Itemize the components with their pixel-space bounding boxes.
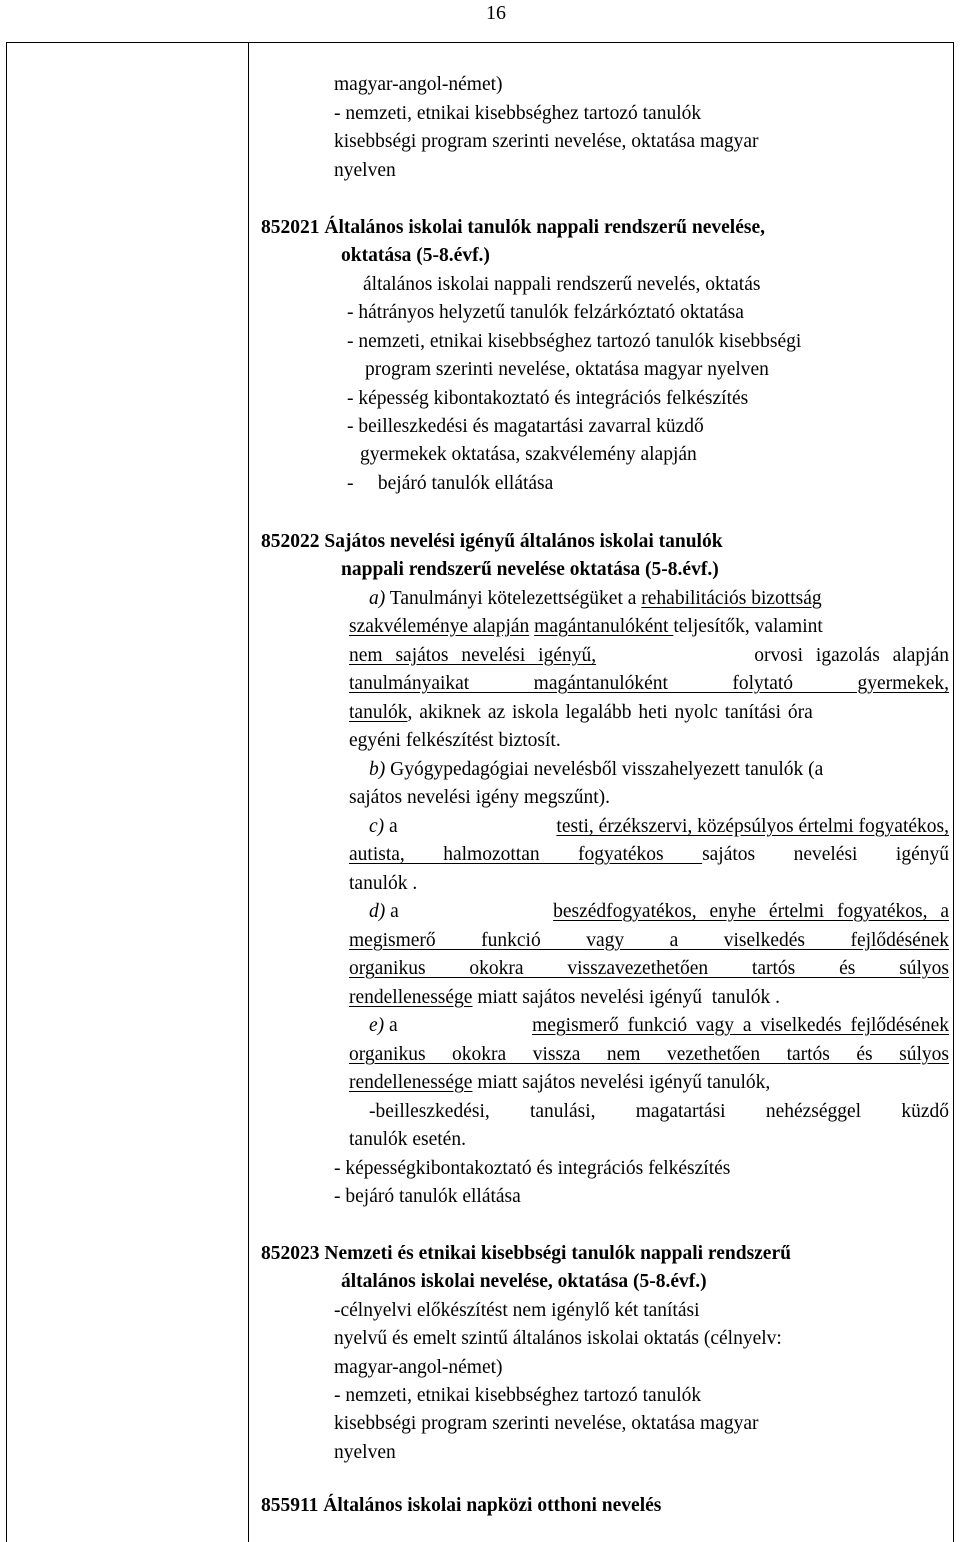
underlined-term: magántanulóként <box>534 616 674 637</box>
text-line: kisebbségi program szerinti nevelése, oktatása magyar <box>334 1413 759 1434</box>
underlined-term: tanulmányaikat magántanulóként folytató gyermekek, <box>349 673 949 694</box>
underlined-term: nem sajátos nevelési igényű, <box>349 645 597 666</box>
paragraph-c-line: tanulók . <box>349 873 418 894</box>
item-marker: d) <box>369 901 386 922</box>
item-marker: a) <box>369 588 386 609</box>
section-heading-cont: oktatása (5-8.évf.) <box>341 245 490 266</box>
paragraph-d-line <box>369 898 949 926</box>
text-line: nyelven <box>334 1442 396 1463</box>
text-span: miatt sajátos nevelési igényű tanulók . <box>472 987 781 1008</box>
list-item: - képességkibontakoztató és integrációs felkészítés <box>334 1158 731 1179</box>
paragraph-a-line <box>349 670 949 698</box>
text-line: magyar-angol-német) <box>334 74 503 95</box>
paragraph-a-line: egyéni felkészítést biztosít. <box>349 730 561 751</box>
item-marker: e) <box>369 1015 385 1036</box>
paragraph-e-line: -beilleszkedési, tanulási, magatartási nehézséggel küzdő <box>369 1101 949 1122</box>
underlined-term: organikus okokra vissza nem vezethetően tartós és súlyos <box>349 1044 949 1065</box>
underlined-term: megismerő funkció vagy a viselkedés fejlődésének <box>349 930 949 951</box>
paragraph-a-line <box>369 585 822 613</box>
paragraph-c-line <box>349 841 949 869</box>
text-span: , akiknek az iskola legalább heti nyolc tanítási óra <box>407 702 813 723</box>
text-span: a <box>384 1015 403 1036</box>
paragraph-a-line <box>349 642 949 670</box>
underlined-term: organikus okokra visszavezethetően tartós és súlyos <box>349 958 949 979</box>
section-heading-cont: nappali rendszerű nevelése oktatása (5-8.évf.) <box>341 559 719 580</box>
text-span: miatt sajátos nevelési igényű tanulók, <box>472 1072 771 1093</box>
section-heading: 852023 Nemzeti és etnikai kisebbségi tanulók nappali rendszerű <box>261 1243 791 1264</box>
underlined-term: testi, érzékszervi, középsúlyos értelmi fogyatékos, <box>556 816 949 837</box>
paragraph-e-line <box>349 1069 770 1097</box>
list-item-cont: gyermekek oktatása, szakvélemény alapján <box>360 444 697 465</box>
text-line: magyar-angol-német) <box>334 1357 503 1378</box>
underlined-term: megismerő funkció vagy a viselkedés fejlődésének <box>532 1015 949 1036</box>
underlined-term: szakvéleménye alapján <box>349 616 530 637</box>
underlined-term: beszédfogyatékos, enyhe értelmi fogyatékos, a <box>553 901 949 922</box>
underlined-term: rendellenessége <box>349 1072 473 1093</box>
underlined-term: tanulók <box>349 702 408 723</box>
underlined-term: autista, halmozottan fogyatékos <box>349 844 703 865</box>
item-marker: c) <box>369 816 385 837</box>
paragraph-b-line <box>369 756 823 784</box>
text-line: - nemzeti, etnikai kisebbséghez tartozó tanulók <box>334 1385 702 1406</box>
text-span: Gyógypedagógiai nevelésből visszahelyezett tanulók (a <box>385 759 824 780</box>
text-span: a <box>385 901 404 922</box>
paragraph-e-line <box>349 1041 949 1069</box>
paragraph-d-line <box>349 955 949 983</box>
paragraph-c-line <box>369 813 949 841</box>
paragraph-a-line <box>349 699 949 727</box>
text-line: -célnyelvi előkészítést nem igénylő két tanítási <box>334 1300 700 1321</box>
text-line: - nemzeti, etnikai kisebbséghez tartozó tanulók <box>334 103 702 124</box>
paragraph-e-line: tanulók esetén. <box>349 1129 466 1150</box>
paragraph-e-line <box>369 1012 949 1040</box>
paragraph-b-line: sajátos nevelési igény megszűnt). <box>349 787 611 808</box>
item-marker: b) <box>369 759 386 780</box>
text-line: nyelvű és emelt szintű általános iskolai oktatás (célnyelv: <box>334 1328 782 1349</box>
text-span: a <box>384 816 403 837</box>
list-item: - beilleszkedési és magatartási zavarral küzdő <box>347 416 704 437</box>
paragraph-d-line <box>349 984 780 1012</box>
section-heading: 852022 Sajátos nevelési igényű általános iskolai tanulók <box>261 531 723 552</box>
text-span: orvosi igazolás alapján <box>754 645 949 666</box>
section-heading: 855911 Általános iskolai napközi otthoni nevelés <box>261 1495 662 1516</box>
list-item: - képesség kibontakoztató és integrációs felkészítés <box>347 388 749 409</box>
list-item: - hátrányos helyzetű tanulók felzárkóztató oktatása <box>347 302 744 323</box>
section-heading-cont: általános iskolai nevelése, oktatása (5-8.évf.) <box>341 1271 707 1292</box>
text-span: sajátos nevelési igényű <box>702 844 949 865</box>
section-heading: 852021 Általános iskolai tanulók nappali rendszerű nevelése, <box>261 217 765 238</box>
text-line: nyelven <box>334 160 396 181</box>
list-item: - bejáró tanulók ellátása <box>334 1186 521 1207</box>
column-divider <box>248 42 249 1542</box>
list-item: - bejáró tanulók ellátása <box>347 473 554 494</box>
text-span: teljesítők, valamint <box>673 616 823 637</box>
underlined-term: rendellenessége <box>349 987 473 1008</box>
list-item: - nemzeti, etnikai kisebbséghez tartozó tanulók kisebbségi <box>347 331 802 352</box>
text-line: általános iskolai nappali rendszerű nevelés, oktatás <box>363 274 761 295</box>
paragraph-d-line <box>349 927 949 955</box>
text-span: Tanulmányi kötelezettségüket a <box>385 588 642 609</box>
list-item-cont: program szerinti nevelése, oktatása magyar nyelven <box>365 359 769 380</box>
underlined-term: rehabilitációs bizottság <box>641 588 822 609</box>
paragraph-a-line <box>349 613 823 641</box>
page-number: 16 <box>486 2 506 24</box>
text-line: kisebbségi program szerinti nevelése, oktatása magyar <box>334 131 759 152</box>
